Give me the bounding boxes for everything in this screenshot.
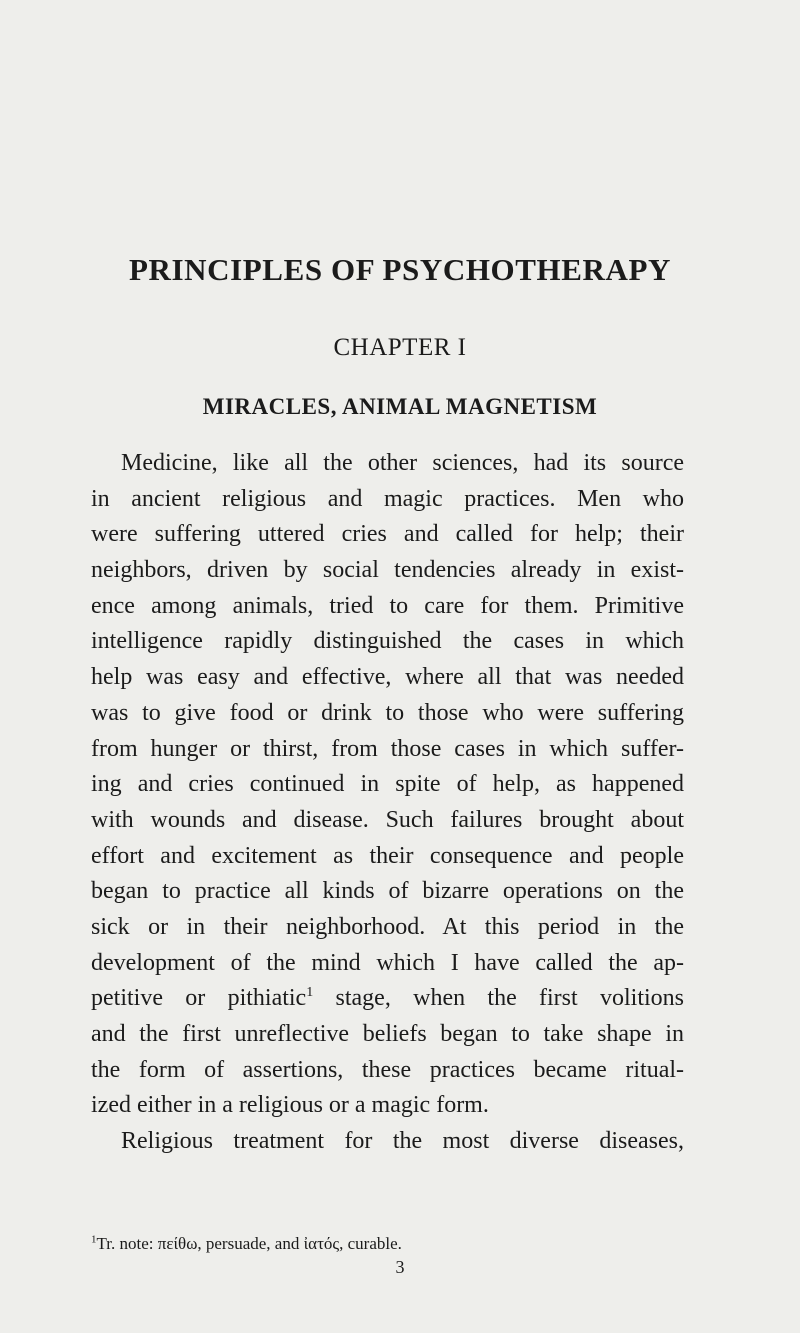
text-line: neighbors, driven by social tendencies already in exist- — [91, 557, 684, 584]
text-line: sick or in their neighborhood. At this period in the — [91, 913, 684, 940]
text-fragment: stage, when the first volitions — [313, 985, 684, 1012]
footnote-reference[interactable]: 1 — [306, 985, 314, 1001]
text-line: and the first unreflective beliefs began to take shape in — [91, 1021, 684, 1047]
footnote-marker: 1 — [91, 1233, 97, 1246]
text-line: effort and excitement as their consequence and people — [91, 842, 684, 869]
text-fragment: petitive or pithiatic — [91, 985, 307, 1012]
text-line: with wounds and disease. Such failures brought about — [91, 806, 684, 833]
text-line: began to practice all kinds of bizarre operations on the — [91, 878, 684, 905]
footnote-text: Tr. note: πείθω, persuade, and ἰατός, curable. — [96, 1234, 402, 1253]
text-line: ence among animals, tried to care for them. Primitive — [91, 592, 684, 619]
body-text — [91, 446, 684, 1160]
text-line: from hunger or thirst, from those cases in which suffer- — [91, 735, 684, 762]
page-number: 3 — [395, 1257, 405, 1277]
book-title: PRINCIPLES OF PSYCHOTHERAPY — [128, 252, 672, 287]
text-line-with-footnote — [91, 981, 684, 1017]
text-line: ized either in a religious or a magic form. — [91, 1092, 489, 1119]
text-line: was to give food or drink to those who were suffering — [91, 699, 684, 726]
chapter-title: MIRACLES, ANIMAL MAGNETISM — [202, 394, 598, 419]
text-line: in ancient religious and magic practices. Men who — [91, 485, 684, 512]
text-line: were suffering uttered cries and called for help; their — [91, 521, 684, 548]
text-line: Medicine, like all the other sciences, had its source — [121, 450, 684, 476]
chapter-label: CHAPTER I — [333, 334, 467, 361]
text-line: development of the mind which I have called the ap- — [91, 949, 684, 976]
text-line: help was easy and effective, where all that was needed — [91, 664, 684, 691]
text-line: intelligence rapidly distinguished the cases in which — [91, 628, 684, 655]
text-line: Religious treatment for the most diverse diseases, — [121, 1128, 684, 1155]
text-line: the form of assertions, these practices became ritual- — [91, 1056, 684, 1083]
text-line: ing and cries continued in spite of help, as happened — [91, 771, 684, 798]
footnote — [91, 1234, 691, 1254]
